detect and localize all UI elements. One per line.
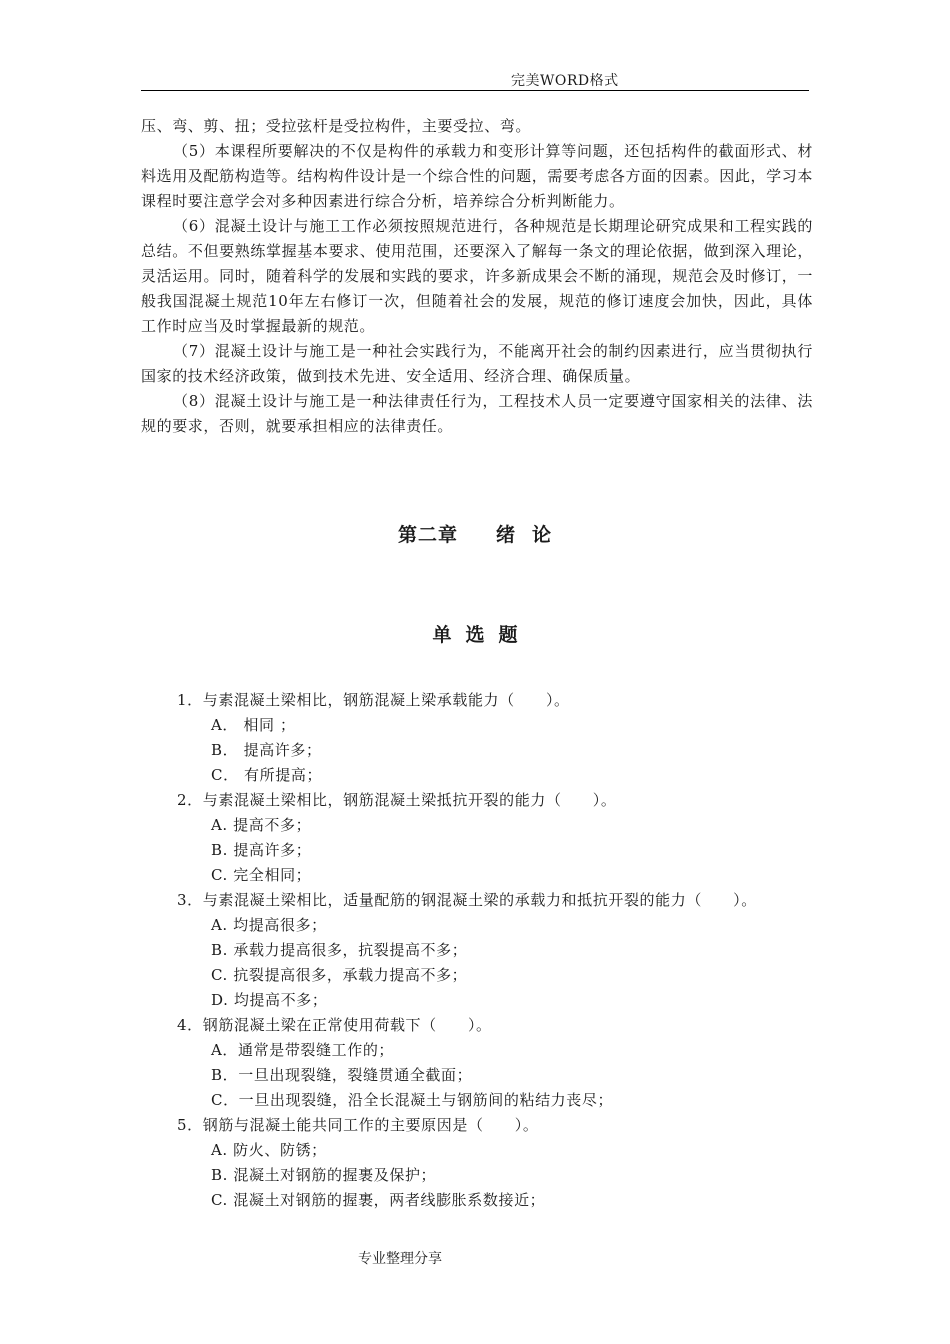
question-option: C．一旦出现裂缝，沿全长混凝土与钢筋间的粘结力丧尽； xyxy=(211,1091,614,1109)
question-option: C. 抗裂提高很多，承载力提高不多； xyxy=(211,966,468,984)
chapter-title-char: 绪 xyxy=(495,524,516,546)
paragraph: （6）混凝土设计与施工工作必须按照规范进行，各种规范是长期理论研究成果和工程实践的总结。不但要熟练掌握基本要求、使用范围，还要深入了解每一条文的理论依据，做到深入理论，灵活运用。同时，随着科学的发展和实践的要求，许多新成果会不断的涌现，规范会及时修订，一般我国混凝土规范10年左右修订一次，但随着社会的发展，规范的修订速度会加快，因此，具体工作时应当及时掌握最新的规范。 xyxy=(141,217,813,335)
question-option: C． 有所提高； xyxy=(211,766,323,784)
chapter-title-char: 论 xyxy=(532,524,553,546)
question xyxy=(177,788,817,888)
question-option: A．通常是带裂缝工作的； xyxy=(211,1041,395,1059)
paragraph: 压、弯、剪、扭；受拉弦杆是受拉构件，主要受拉、弯。 xyxy=(141,117,532,135)
page-header: 完美WORD格式 xyxy=(511,73,619,89)
question-stem: 2．与素混凝土梁相比，钢筋混凝土梁抵抗开裂的能力（ ）。 xyxy=(177,791,617,809)
question-option: A. 均提高很多； xyxy=(211,916,327,934)
question-option: B． 提高许多； xyxy=(211,741,322,759)
header-divider xyxy=(141,90,809,91)
question xyxy=(177,1013,817,1113)
question-option: A. 防火、防锈； xyxy=(211,1141,327,1159)
question-option: B. 混凝土对钢筋的握裹及保护； xyxy=(211,1166,437,1184)
paragraph: （8）混凝土设计与施工是一种法律责任行为，工程技术人员一定要遵守国家相关的法律、法规的要求，否则，就要承担相应的法律责任。 xyxy=(141,392,813,435)
question-option: A． 相同 ； xyxy=(211,716,296,734)
question xyxy=(177,1113,817,1213)
question-option: B．一旦出现裂缝，裂缝贯通全截面； xyxy=(211,1066,473,1084)
question-option: C. 完全相同； xyxy=(211,866,312,884)
section-title: 单选题 xyxy=(432,624,532,646)
question-option: C. 混凝土对钢筋的握裹，两者线膨胀系数接近； xyxy=(211,1191,546,1209)
question-option: B. 提高许多； xyxy=(211,841,312,859)
chapter-title xyxy=(0,520,950,547)
question-option: A. 提高不多； xyxy=(211,816,312,834)
question-stem: 1．与素混凝土梁相比，钢筋混凝上梁承载能力（ ）。 xyxy=(177,691,570,709)
page-footer: 专业整理分享 xyxy=(358,1251,442,1267)
paragraph: （7）混凝土设计与施工是一种社会实践行为，不能离开社会的制约因素进行，应当贯彻执行国家的技术经济政策，做到技术先进、安全适用、经济合理、确保质量。 xyxy=(141,342,813,385)
question-stem: 4．钢筋混凝土梁在正常使用荷载下（ ）。 xyxy=(177,1016,492,1034)
chapter-label: 第二章 xyxy=(397,524,458,546)
question-option: B. 承载力提高很多，抗裂提高不多； xyxy=(211,941,468,959)
question-stem: 3．与素混凝土梁相比，适量配筋的钢混凝土梁的承载力和抵抗开裂的能力（ ）。 xyxy=(177,891,757,909)
body-paragraphs xyxy=(141,114,813,439)
question-option: D. 均提高不多； xyxy=(211,991,328,1009)
question xyxy=(177,688,817,788)
question-stem: 5．钢筋与混凝土能共同工作的主要原因是（ ）。 xyxy=(177,1116,539,1134)
paragraph: （5）本课程所要解决的不仅是构件的承载力和变形计算等问题，还包括构件的截面形式、材料选用及配筋构造等。结构构件设计是一个综合性的问题，需要考虑各方面的因素。因此，学习本课程时要注意学会对多种因素进行综合分析，培养综合分析判断能力。 xyxy=(141,142,813,210)
question xyxy=(177,888,817,1013)
question-list xyxy=(177,688,817,1213)
